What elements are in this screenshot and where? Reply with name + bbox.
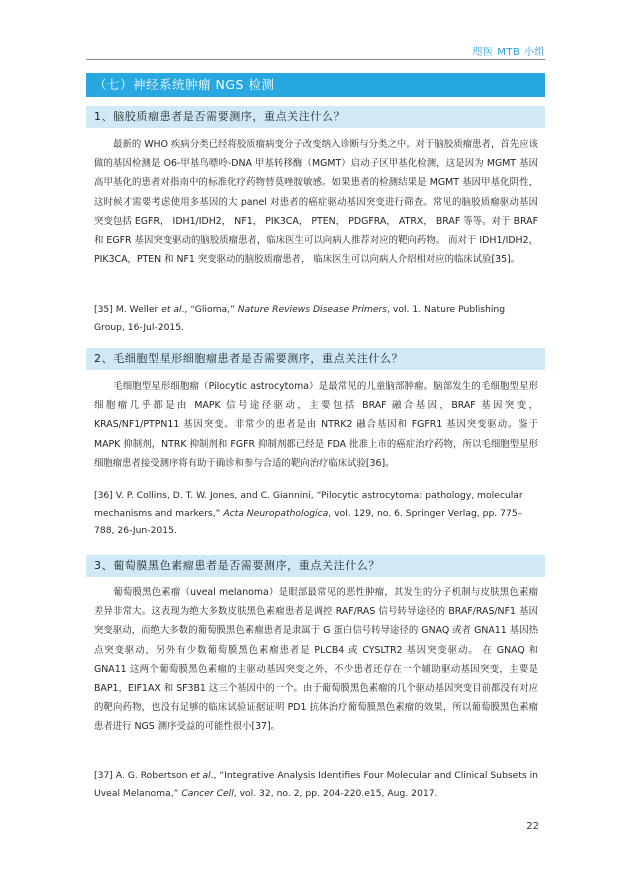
- question-3-title: 3、葡萄膜黑色素瘤患者是否需要测序，重点关注什么？: [86, 555, 545, 577]
- reference-36: [36] V. P. Collins, D. T. W. Jones, and C. Giannini, “Pilocytic astrocytoma: pathology, molecular mechanisms and markers,” Acta Neuropathologica, vol. 129, no. 6. Springer Verlag, pp. 775–788, 26-Jun-2015.: [94, 490, 523, 536]
- reference-37: [37] A. G. Robertson et al., “Integrative Analysis Identifies Four Molecular and Clinical Subsets in Uveal Melanoma,” Cancer Cell, vol. 32, no. 2, pp. 204-220.e15, Aug. 2017.: [94, 770, 538, 799]
- header-brand: 咫医 MTB 小组: [472, 47, 545, 58]
- section-title: （七）神经系统肿瘤 NGS 检测: [86, 73, 545, 97]
- page-number: 22: [526, 821, 539, 832]
- header-rule: [86, 59, 545, 60]
- question-2-title: 2、毛细胞型星形细胞瘤患者是否需要测序，重点关注什么？: [86, 348, 545, 370]
- reference-35: [35] M. Weller et al., “Glioma,” Nature Reviews Disease Primers, vol. 1. Nature Publishing Group, 16-Jul-2015.: [94, 304, 506, 333]
- question-1-title: 1、脑胶质瘤患者是否需要测序，重点关注什么？: [86, 106, 545, 128]
- question-2-paragraph: 毛细胞型星形细胞瘤（Pilocytic astrocytoma）是最常见的儿童脑部肿瘤。脑部发生的毛细胞型星形细胞瘤几乎都是由 MAPK 信号途径驱动，主要包括 BRAF 融合基因，BRAF 基因突变，KRAS/NF1/PTPN11 基因突变。非常少的患者是由 NTRK2 融合基因和 FGFR1 基因突变驱动。鉴于 MAPK 抑制剂，NTRK 抑制剂和 FGFR 抑制剂都已经是 FDA 批准上市的癌症治疗药物，所以毛细胞型星形细胞瘤患者接受测序将有助于确诊和参与合适的靶向治疗临床试验[36]。: [94, 381, 538, 469]
- question-3-paragraph: 葡萄膜黑色素瘤（uveal melanoma）是眼部最常见的恶性肿瘤，其发生的分子机制与皮肤黑色素瘤差异非常大。这表现为绝大多数皮肤黑色素瘤患者是调控 RAF/RAS 信号转导途径的 BRAF/RAS/NF1 基因突变驱动，而绝大多数的葡萄膜黑色素瘤患者是隶属于 G 蛋白信号转导途径的 GNAQ 或者 GNA11 基因热点突变驱动，另外有少数葡萄膜黑色素瘤患者是 PLCB4 或 CYSLTR2 基因突变驱动。 在 GNAQ 和 GNA11 这两个葡萄膜黑色素瘤的主驱动基因突变之外，不少患者还存在一个辅助驱动基因突变，主要是 BAP1，EIF1AX 和 SF3B1 这三个基因中的一个。由于葡萄膜黑色素瘤的几个驱动基因突变目前都没有对应的靶向药物，也没有足够的临床试验证据证明 PD1 抗体治疗葡萄膜黑色素瘤的效果，所以葡萄膜黑色素瘤患者进行 NGS 测序受益的可能性很小[37]。: [94, 587, 538, 733]
- question-1-paragraph: 最新的 WHO 疾病分类已经将胶质瘤病变分子改变纳入诊断与分类之中。对于脑胶质瘤患者，首先应该做的基因检测是 O6-甲基鸟嘌呤-DNA 甲基转移酶（MGMT）启动子区甲基化检测，这是因为 MGMT 基因高甲基化的患者对指南中的标准化疗药物替莫唑胺敏感。如果患者的检测结果是 MGMT 基因甲基化阴性，这时候才需要考虑使用多基因的大 panel 对患者的癌症驱动基因突变进行筛查。常见的脑胶质瘤驱动基因突变包括 EGFR， IDH1/IDH2， NF1， PIK3CA， PTEN， PDGFRA， ATRX， BRAF 等等。对于 BRAF 和 EGFR 基因突变驱动的脑胶质瘤患者，临床医生可以向病人推荐对应的靶向药物。 而对于 IDH1/IDH2， PIK3CA，PTEN 和 NF1 突变驱动的脑胶质瘤患者， 临床医生可以向病人介绍相对应的临床试验[35]。: [94, 139, 538, 266]
